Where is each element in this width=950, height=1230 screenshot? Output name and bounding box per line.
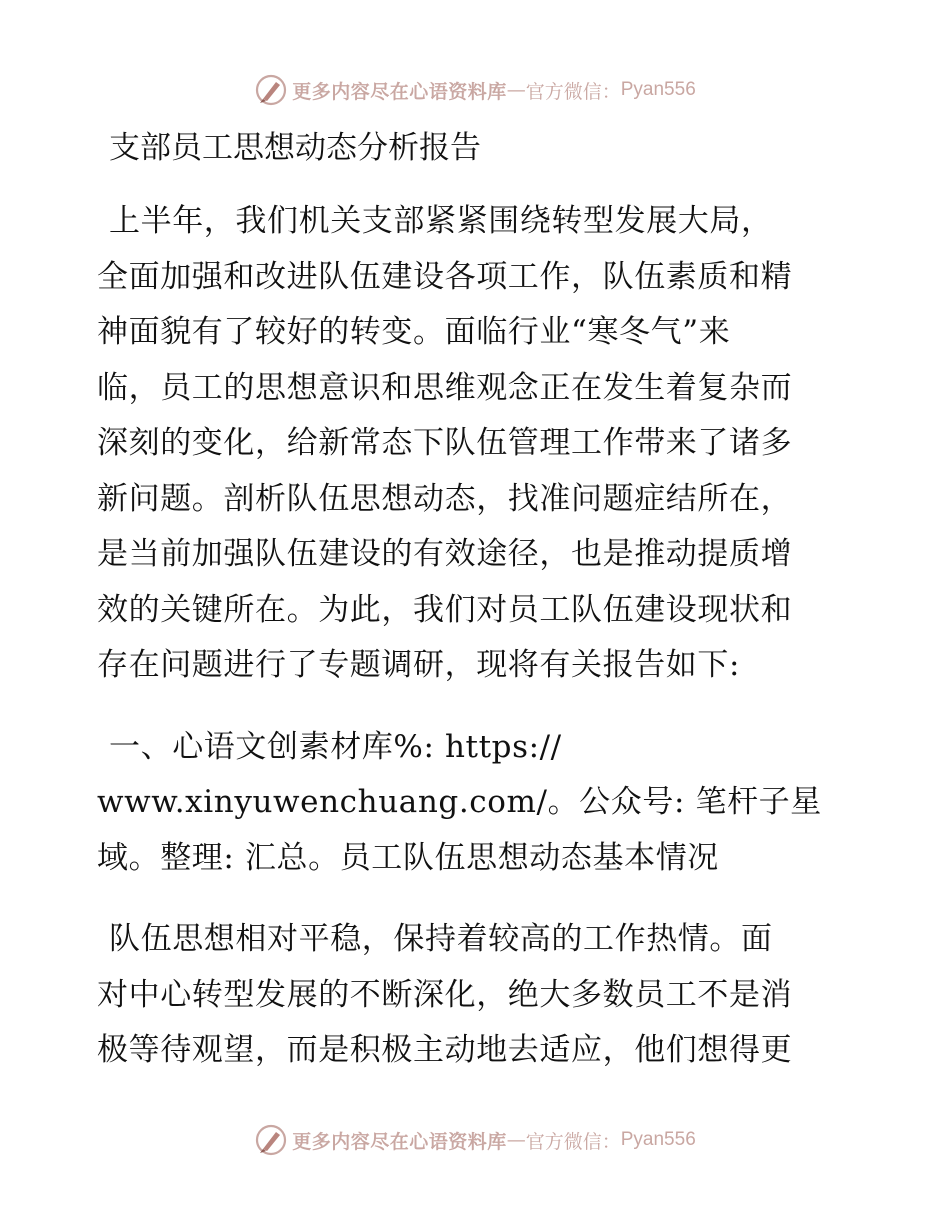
text-line: 队伍思想相对平稳，保持着较高的工作热情。面 — [109, 921, 773, 957]
text-line: 上半年，我们机关支部紧紧围绕转型发展大局， — [109, 203, 773, 239]
text-line: 是当前加强队伍建设的有效途径，也是推动提质增 — [97, 536, 793, 572]
text-line: 域。整理: 汇总。员工队伍思想动态基本情况 — [97, 839, 719, 876]
text-line: 对中心转型发展的不断深化，绝大多数员工不是消 — [97, 976, 793, 1013]
text-line: 新问题。剖析队伍思想动态，找准问题症结所在， — [97, 480, 793, 517]
text-line: 神面貌有了较好的转变。面临行业“寒冬气”来 — [97, 314, 731, 350]
text-line: 全面加强和改进队伍建设各项工作，队伍素质和精 — [97, 258, 793, 295]
watermark-wechat-label: 官方微信： — [525, 1130, 621, 1153]
text-line: www.xinyuwenchuang.com/。公众号: 笔杆子星 — [97, 784, 822, 820]
watermark-separator: — — [506, 79, 526, 101]
quill-pen-circle-icon — [254, 1123, 288, 1157]
watermark-main-text: 更多内容尽在心语资料库 — [292, 1130, 507, 1153]
quill-pen-circle-icon — [254, 73, 288, 107]
text-line: 极等待观望，而是积极主动地去适应，他们想得更 — [97, 1032, 793, 1068]
text-line: 存在问题进行了专题调研，现将有关报告如下: — [97, 647, 741, 683]
watermark-banner-top — [0, 68, 950, 112]
watermark-wechat-id: Pyan556 — [620, 1129, 696, 1150]
paragraph-team-status — [97, 912, 857, 1079]
text-line: 临，员工的思想意识和思维观念正在发生着复杂而 — [97, 369, 793, 406]
paragraph-intro — [97, 194, 857, 694]
text-line: 效的关键所在。为此，我们对员工队伍建设现状和 — [97, 591, 793, 628]
section-heading-1 — [97, 720, 857, 887]
text-line: 一、心语文创素材库%: https:// — [109, 728, 562, 765]
watermark-wechat-label: 官方微信： — [525, 80, 621, 103]
watermark-banner-bottom — [0, 1118, 950, 1162]
text-line: 深刻的变化，给新常态下队伍管理工作带来了诸多 — [97, 425, 793, 461]
watermark-separator: — — [506, 1129, 526, 1151]
watermark-main-text: 更多内容尽在心语资料库 — [292, 80, 507, 103]
document-body — [97, 122, 857, 1079]
document-title: 支部员工思想动态分析报告 — [109, 130, 481, 166]
watermark-wechat-id: Pyan556 — [620, 79, 696, 100]
